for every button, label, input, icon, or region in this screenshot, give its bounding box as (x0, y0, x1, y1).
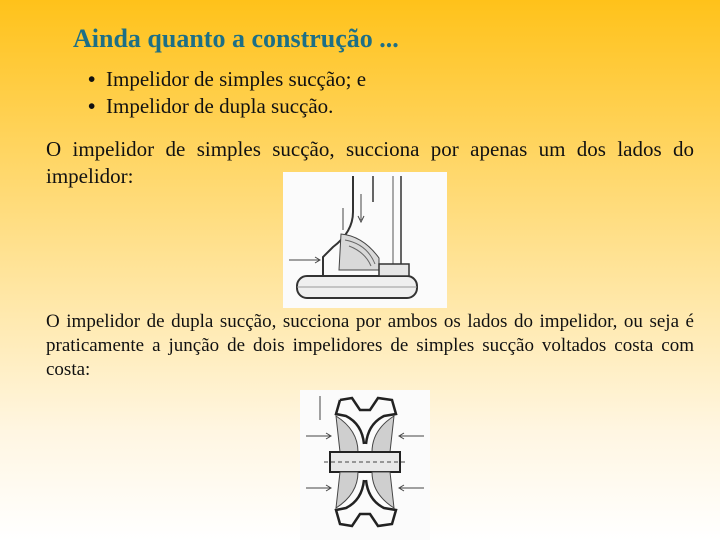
bullet-text: Impelidor de dupla sucção. (106, 94, 334, 118)
bullet-list (88, 66, 366, 120)
single-suction-figure (283, 172, 447, 308)
bullet-item-double (88, 93, 366, 120)
bullet-item-single (88, 66, 366, 93)
paragraph-single-suction: O impelidor de simples sucção, succiona por apenas um dos lados do impelidor: (46, 137, 694, 188)
double-suction-figure (300, 390, 430, 540)
slide-title: Ainda quanto a construção ... (73, 24, 399, 53)
single-suction-impeller-drawing-icon (283, 172, 447, 308)
double-suction-impeller-drawing-icon (300, 390, 430, 540)
bullet-dot: • (88, 94, 96, 118)
bullet-dot: • (88, 67, 96, 91)
paragraph-double-suction: O impelidor de dupla sucção, succiona por ambos os lados do impelidor, ou seja é praticamente a junção de dois impelidores de simples sucção voltados costa com costa: (46, 311, 694, 380)
bullet-text: Impelidor de simples sucção; e (106, 67, 367, 91)
